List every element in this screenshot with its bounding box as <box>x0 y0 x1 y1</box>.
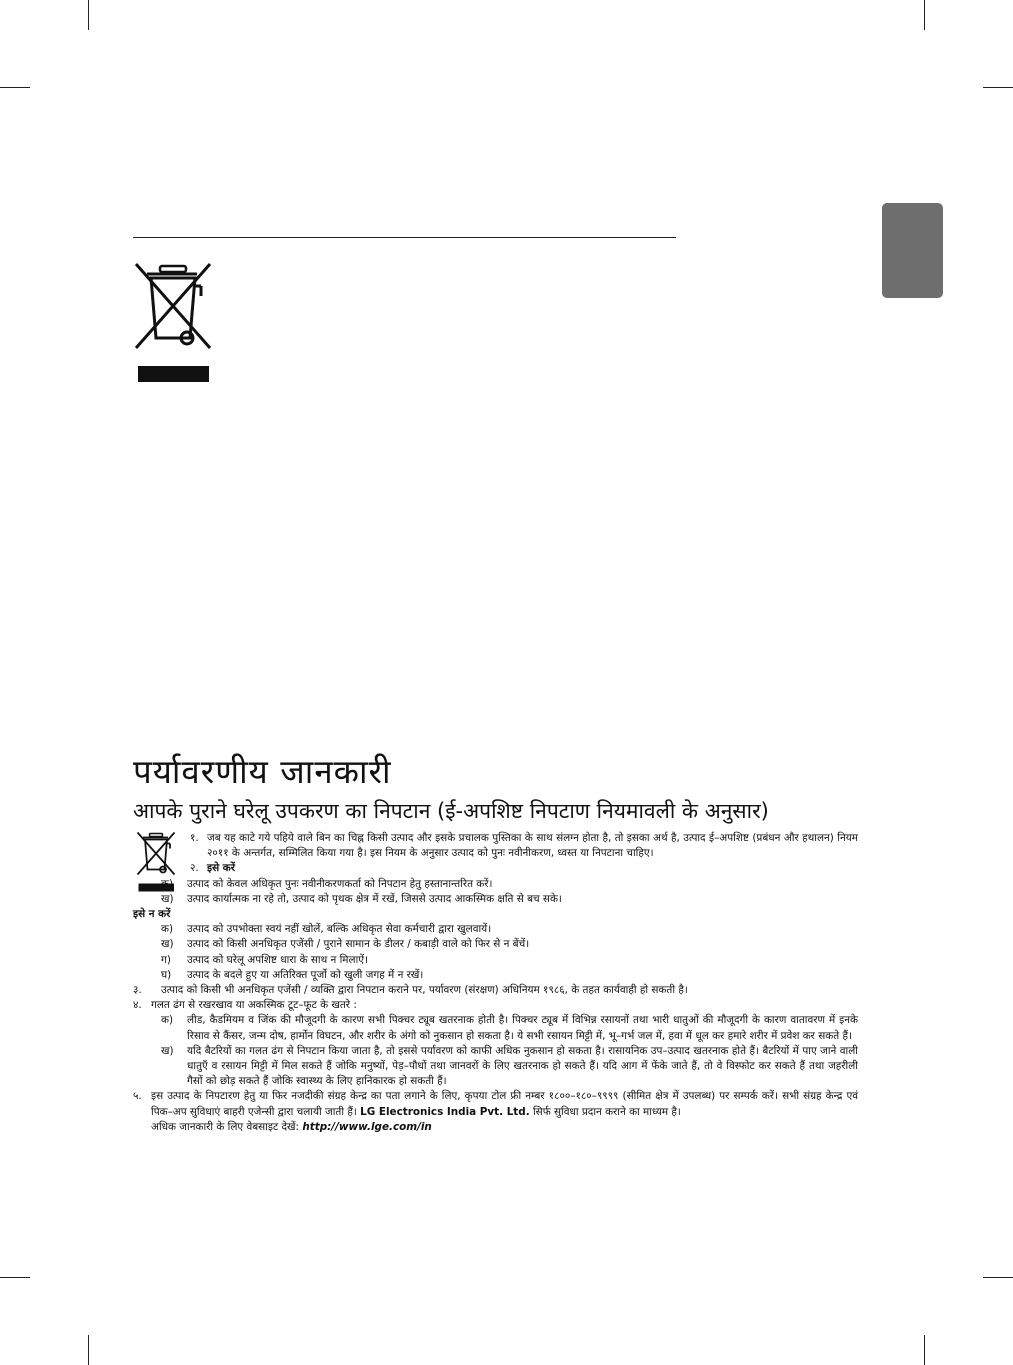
item-text: गलत ढंग से रखरखाव या अकस्मिक टूट–फूट के खतरे : <box>151 999 357 1012</box>
sub-label: घ) <box>161 968 172 981</box>
website-link[interactable]: http://www.lge.com/in <box>302 1120 432 1133</box>
do-heading: इसे करें <box>207 862 235 875</box>
horizontal-rule <box>133 237 676 238</box>
sub-text: उत्पाद को घरेलू अपशिष्ट धारा के साथ न मिलाऐं। <box>187 953 368 966</box>
more-info-label: अधिक जानकारी के लिए वेबसाइट देखें: <box>151 1120 300 1133</box>
sub-text: उत्पाद को किसी अनधिकृत एजेंसी / पुराने सामान के डीलर / कबाड़ी वाले को फिर से न बेंचें। <box>187 938 530 951</box>
language-tab <box>882 203 943 298</box>
item-number: ३. <box>133 984 142 997</box>
item-text: जब यह काटे गये पहिये वाले बिन का चिह्न किसी उत्पाद और इसके प्रचालक पुस्तिका के साथ संलग्न होता है, तो इसका अर्थ है, उत्पाद ई–अपशिष्ट (प्रबंधन और हथालन) नियम २०११ के अन्तर्गत, सम्मिलित किया गया है। इस नियम के अनुसार उत्पाद को पुनः नवीनीकरण, ध्वस्त या निपटाना चाहिए। <box>207 832 858 860</box>
list-item <box>133 922 858 937</box>
item-number: २. <box>190 862 199 875</box>
sub-text: यदि बैटरियों का गलत ढंग से निपटान किया जाता है, तो इससे पर्यावरण को काफी अधिक नुकसान हो सकता है। रासायनिक उप–उत्पाद खतरनाक होते हैं। बैटरियों में पाए जाने वाली धातुएँ व रसायन मिट्टी में मिल सकते हैं जोकि मनुष्यों, पेड़–पौधों तथा जानवरों के लिए खतरनाक हो सकते हैं। यदि आग में फेंके जाते हैं, तो वे विस्फोट कर सकते हैं तथा जहरीली गैसों को छोड़ सकते हैं जोकि स्वास्थ्य के लिए हानिकारक हो सकती हैं। <box>187 1044 858 1088</box>
list-item <box>133 1013 858 1043</box>
dont-heading: इसे न करें <box>133 908 171 921</box>
crop-mark <box>983 87 1013 88</box>
sub-text: उत्पाद के बदले हुए या अतिरिक्त पूर्जो को खुली जगह में न रखें। <box>187 968 424 981</box>
item-text: उत्पाद को किसी भी अनधिकृत एजेंसी / व्यक्ति द्वारा निपटान कराने पर, पर्यावरण (संरक्षण) अधिनियम १९८६, के तहत कार्यवाही हो सकती है। <box>161 984 688 997</box>
sub-label: ख) <box>161 892 174 905</box>
list-item <box>133 1044 858 1090</box>
crop-mark <box>0 87 30 88</box>
crossed-out-wheelie-bin-icon <box>133 262 213 384</box>
list-item <box>133 968 858 983</box>
crop-mark <box>983 1277 1013 1278</box>
sub-label: क) <box>161 923 174 936</box>
instruction-item-3 <box>133 983 858 998</box>
instruction-item-5 <box>133 1089 858 1135</box>
item-number: ४. <box>133 999 142 1012</box>
sub-label: ख) <box>161 938 174 951</box>
instruction-item-2 <box>133 861 858 876</box>
crop-mark <box>88 1335 89 1365</box>
instruction-item-4 <box>133 998 858 1013</box>
item-text-after: सिर्फ सुविधा प्रदान कराने का माध्यम है। <box>532 1105 681 1118</box>
sub-label: ख) <box>161 1044 174 1057</box>
crop-mark <box>924 0 925 30</box>
company-name: LG Electronics India Pvt. Ltd. <box>360 1105 530 1118</box>
item-text: इस उत्पाद के निपटारण हेतु या फिर नजदीकी संग्रह केन्द्र का पता लगाने के लिए, कृपया टोल फ्री नम्बर १८००–१८०–९९९९ (सीमित क्षेत्र में उपलब्ध) पर सम्पर्क करें। सभी संग्रह केन्द्र एवं पिक–अप सुविधाएं बाहरी एजेन्सी द्वारा चलायी जाती हैं। <box>151 1090 858 1118</box>
sub-label: क) <box>161 877 174 890</box>
page-title: पर्यावरणीय जानकारी <box>133 752 392 791</box>
list-item <box>133 937 858 952</box>
item-number: ५. <box>133 1090 142 1103</box>
sub-text: उत्पाद को उपभोक्ता स्वयं नहीं खोलें, बल्कि अधिकृत सेवा कर्मचारी द्वारा खुलवायें। <box>187 923 492 936</box>
list-item <box>133 953 858 968</box>
crop-mark <box>88 0 89 30</box>
sub-label: क) <box>161 1014 174 1027</box>
list-item <box>133 877 858 892</box>
sub-text: उत्पाद को केवल अधिकृत पुनः नवीनीकरणकर्ता को निपटान हेतु हस्तानान्तरित करें। <box>187 877 493 890</box>
item-number: १. <box>190 832 199 844</box>
page-subtitle: आपके पुराने घरेलू उपकरण का निपटान (ई-अपशिष्ट निपटाण नियमावली के अनुसार) <box>133 799 769 823</box>
crop-mark <box>0 1277 30 1278</box>
sub-label: ग) <box>161 953 171 966</box>
sub-text: लीड, कैडमियम व जिंक की मौजूदगी के कारण सभी पिक्चर ट्यूब खतरनाक होती है। पिक्चर ट्यूब में विभिन्न रसायनों तथा भारी धातुओं की मौजूदगी के कारण वातावरण में इनके रिसाव से कैंसर, जन्म दोष, हार्मोन विघटन, और शरीर के अंगो को नुकसान हो सकता है। ये सभी रसायन मिट्टी में, भू–गर्भ जल में, हवा में धूल कर हमारे शरीर में प्रवेश कर सकते हैं। <box>187 1014 858 1042</box>
instruction-item-1 <box>133 831 858 861</box>
list-item <box>133 892 858 907</box>
crop-mark <box>924 1335 925 1365</box>
sub-text: उत्पाद कार्यात्मक ना रहे तो, उत्पाद को पृथक क्षेत्र में रखें, जिससे उत्पाद आकस्मिक क्षति से बच सके। <box>187 892 562 905</box>
disposal-instructions <box>133 831 858 1135</box>
